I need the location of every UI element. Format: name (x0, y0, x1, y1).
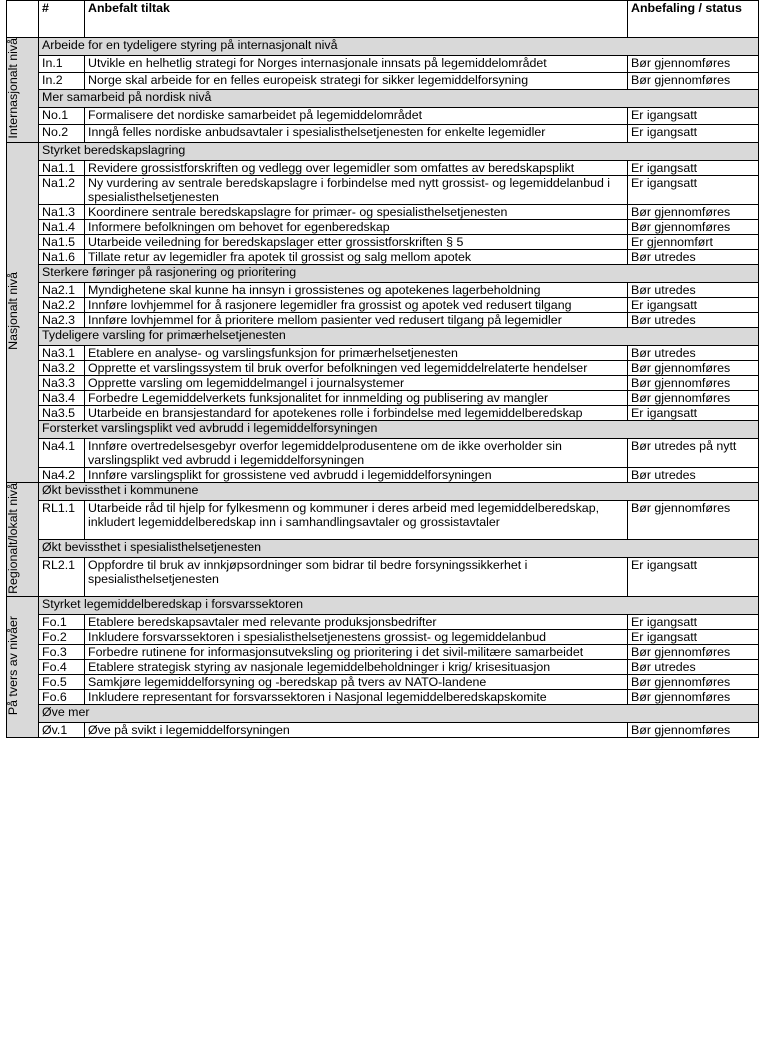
measure-text: Tillate retur av legemidler fra apotek til grossist og salg mellom apotek (85, 249, 628, 264)
table-row (7, 282, 759, 297)
measure-status: Er igangsatt (628, 160, 759, 175)
measure-text: Innføre varslingsplikt for grossistene ved avbrudd i legemiddelforsyningen (85, 467, 628, 482)
table-row (7, 234, 759, 249)
measure-text: Innføre overtredelsesgebyr overfor legemiddelprodusentene om de ikke overholder sin varslingsplikt ved avbrudd i legemiddelforsyningen (85, 438, 628, 467)
group-row (7, 597, 759, 615)
group-row (7, 38, 759, 56)
measure-text: Forbedre rutinene for informasjonsutveksling og prioritering i det sivil-militære samarbeidet (85, 645, 628, 660)
table-row (7, 375, 759, 390)
table-row (7, 297, 759, 312)
measure-text: Formalisere det nordiske samarbeidet på legemiddelområdet (85, 108, 628, 125)
table-row (7, 558, 759, 597)
measure-id: Na1.4 (39, 219, 85, 234)
table-row (7, 360, 759, 375)
measure-text: Revidere grossistforskriften og vedlegg over legemidler som omfattes av beredskapsplikt (85, 160, 628, 175)
measure-id: Fo.1 (39, 615, 85, 630)
group-row (7, 420, 759, 438)
section-label-cell (7, 142, 39, 482)
table-row (7, 390, 759, 405)
corner-cell (7, 1, 39, 38)
group-row (7, 142, 759, 160)
table-row (7, 500, 759, 539)
section-label: Nasjonalt nivå (6, 271, 20, 350)
measure-status: Bør gjennomføres (628, 204, 759, 219)
measure-text: Utarbeide råd til hjelp for fylkesmenn og kommuner i deres arbeid med legemiddelberedskap, inkludert legemiddelberedskap inn i samhandlingsavtaler og grossistavtaler (85, 500, 628, 539)
measure-id: Na1.1 (39, 160, 85, 175)
group-row (7, 540, 759, 558)
measure-status: Er igangsatt (628, 405, 759, 420)
measure-text: Oppfordre til bruk av innkjøpsordninger som bidrar til bedre forsyningssikkerhet i spesialisthelsetjenesten (85, 558, 628, 597)
measure-id: Na1.2 (39, 175, 85, 204)
measure-status: Bør utredes (628, 467, 759, 482)
measure-text: Utvikle en helhetlig strategi for Norges internasjonale innsats på legemiddelområdet (85, 56, 628, 73)
table-row (7, 73, 759, 90)
group-row (7, 264, 759, 282)
measure-status: Er igangsatt (628, 108, 759, 125)
measure-text: Opprette varsling om legemiddelmangel i journalsystemer (85, 375, 628, 390)
measure-text: Samkjøre legemiddelforsyning og -beredskap på tvers av NATO-landene (85, 675, 628, 690)
header-measure: Anbefalt tiltak (85, 1, 628, 38)
measure-id: Fo.2 (39, 630, 85, 645)
recommendations-table (6, 0, 759, 738)
measure-text: Innføre lovhjemmel for å rasjonere legemidler fra grossist og apotek ved redusert tilgang (85, 297, 628, 312)
section-label: Internasjonalt nivå (6, 38, 20, 139)
table-row (7, 405, 759, 420)
measure-status: Bør gjennomføres (628, 73, 759, 90)
group-title: Økt bevissthet i spesialisthelsetjenesten (39, 540, 759, 558)
measure-id: Na3.5 (39, 405, 85, 420)
table-row (7, 108, 759, 125)
measure-id: Na2.1 (39, 282, 85, 297)
table-header-row (7, 1, 759, 38)
measure-status: Bør utredes (628, 249, 759, 264)
measure-id: Na3.4 (39, 390, 85, 405)
measure-id: Na4.2 (39, 467, 85, 482)
measure-status: Bør gjennomføres (628, 645, 759, 660)
measure-text: Myndighetene skal kunne ha innsyn i grossistenes og apotekenes lagerbeholdning (85, 282, 628, 297)
measure-id: Fo.4 (39, 660, 85, 675)
measure-id: In.2 (39, 73, 85, 90)
measure-status: Bør gjennomføres (628, 56, 759, 73)
measure-text: Forbedre Legemiddelverkets funksjonalitet for innmelding og publisering av mangler (85, 390, 628, 405)
measure-status: Bør gjennomføres (628, 390, 759, 405)
measure-text: Inkludere forsvarssektoren i spesialisthelsetjenestens grossist- og legemiddelanbud (85, 630, 628, 645)
table-body (7, 38, 759, 738)
measure-id: No.2 (39, 125, 85, 142)
group-title: Økt bevissthet i kommunene (39, 482, 759, 500)
table-row (7, 467, 759, 482)
measure-status: Er igangsatt (628, 125, 759, 142)
measure-status: Er igangsatt (628, 630, 759, 645)
section-label-cell (7, 597, 39, 738)
measure-id: Na2.3 (39, 312, 85, 327)
measure-text: Øve på svikt i legemiddelforsyningen (85, 723, 628, 738)
measure-text: Norge skal arbeide for en felles europeisk strategi for sikker legemiddelforsyning (85, 73, 628, 90)
group-title: Forsterket varslingsplikt ved avbrudd i legemiddelforsyningen (39, 420, 759, 438)
measure-text: Opprette et varslingssystem til bruk overfor befolkningen ved legemiddelrelaterte hendelser (85, 360, 628, 375)
table-row (7, 723, 759, 738)
measure-id: Na4.1 (39, 438, 85, 467)
section-label-cell (7, 38, 39, 143)
measure-id: Na3.1 (39, 345, 85, 360)
section-label-cell (7, 482, 39, 597)
measure-status: Er igangsatt (628, 297, 759, 312)
group-title: Tydeligere varsling for primærhelsetjenesten (39, 327, 759, 345)
measure-status: Bør gjennomføres (628, 690, 759, 705)
group-row (7, 482, 759, 500)
measure-status: Bør utredes (628, 312, 759, 327)
measure-text: Ny vurdering av sentrale beredskapslagre i forbindelse med nytt grossist- og legemiddelanbud i spesialisthelsetjenesten (85, 175, 628, 204)
measure-id: Na1.5 (39, 234, 85, 249)
measure-id: No.1 (39, 108, 85, 125)
table-row (7, 204, 759, 219)
table-row (7, 175, 759, 204)
measure-status: Bør utredes (628, 282, 759, 297)
measure-status: Bør gjennomføres (628, 723, 759, 738)
measure-status: Bør utredes (628, 660, 759, 675)
measure-id: Fo.5 (39, 675, 85, 690)
measure-id: Na1.3 (39, 204, 85, 219)
measure-status: Bør utredes på nytt (628, 438, 759, 467)
group-title: Mer samarbeid på nordisk nivå (39, 90, 759, 108)
group-row (7, 327, 759, 345)
table-row (7, 219, 759, 234)
measure-text: Etablere strategisk styring av nasjonale legemiddelbeholdninger i krig/ krisesituasjon (85, 660, 628, 675)
table-row (7, 645, 759, 660)
measure-status: Bør gjennomføres (628, 219, 759, 234)
measure-id: Fo.3 (39, 645, 85, 660)
measure-status: Bør gjennomføres (628, 675, 759, 690)
table-row (7, 160, 759, 175)
table-row (7, 630, 759, 645)
table-row (7, 438, 759, 467)
measure-text: Informere befolkningen om behovet for egenberedskap (85, 219, 628, 234)
measure-status: Bør gjennomføres (628, 375, 759, 390)
measure-status: Bør gjennomføres (628, 360, 759, 375)
table-row (7, 125, 759, 142)
measure-id: RL2.1 (39, 558, 85, 597)
measure-text: Inkludere representant for forsvarssektoren i Nasjonal legemiddelberedskapskomite (85, 690, 628, 705)
measure-status: Er igangsatt (628, 615, 759, 630)
measure-id: Na2.2 (39, 297, 85, 312)
group-title: Sterkere føringer på rasjonering og prioritering (39, 264, 759, 282)
measure-text: Koordinere sentrale beredskapslagre for primær- og spesialisthelsetjenesten (85, 204, 628, 219)
header-status: Anbefaling / status (628, 1, 759, 38)
measure-status: Bør utredes (628, 345, 759, 360)
table-row (7, 345, 759, 360)
section-label: På tvers av nivåer (6, 616, 20, 716)
section-label: Regionalt/lokalt nivå (6, 482, 20, 594)
measure-id: In.1 (39, 56, 85, 73)
table-row (7, 690, 759, 705)
measure-id: RL1.1 (39, 500, 85, 539)
measure-text: Utarbeide veiledning for beredskapslager etter grossistforskriften § 5 (85, 234, 628, 249)
measure-text: Inngå felles nordiske anbudsavtaler i spesialisthelsetjenesten for enkelte legemidler (85, 125, 628, 142)
table-row (7, 56, 759, 73)
group-title: Styrket legemiddelberedskap i forsvarssektoren (39, 597, 759, 615)
group-title: Arbeide for en tydeligere styring på internasjonalt nivå (39, 38, 759, 56)
measure-status: Er igangsatt (628, 175, 759, 204)
table-row (7, 615, 759, 630)
measure-text: Utarbeide en bransjestandard for apotekenes rolle i forbindelse med legemiddelberedskap (85, 405, 628, 420)
table-row (7, 249, 759, 264)
group-title: Øve mer (39, 705, 759, 723)
group-row (7, 90, 759, 108)
table-row (7, 675, 759, 690)
measure-id: Na1.6 (39, 249, 85, 264)
table-row (7, 312, 759, 327)
measure-text: Innføre lovhjemmel for å prioritere mellom pasienter ved redusert tilgang på legemidler (85, 312, 628, 327)
measure-status: Er gjennomført (628, 234, 759, 249)
measure-status: Bør gjennomføres (628, 500, 759, 539)
measure-text: Etablere en analyse- og varslingsfunksjon for primærhelsetjenesten (85, 345, 628, 360)
table-row (7, 660, 759, 675)
group-row (7, 705, 759, 723)
measure-id: Na3.2 (39, 360, 85, 375)
measure-text: Etablere beredskapsavtaler med relevante produksjonsbedrifter (85, 615, 628, 630)
measure-id: Øv.1 (39, 723, 85, 738)
header-number: # (39, 1, 85, 38)
measure-id: Fo.6 (39, 690, 85, 705)
measure-status: Er igangsatt (628, 558, 759, 597)
measure-id: Na3.3 (39, 375, 85, 390)
group-title: Styrket beredskapslagring (39, 142, 759, 160)
